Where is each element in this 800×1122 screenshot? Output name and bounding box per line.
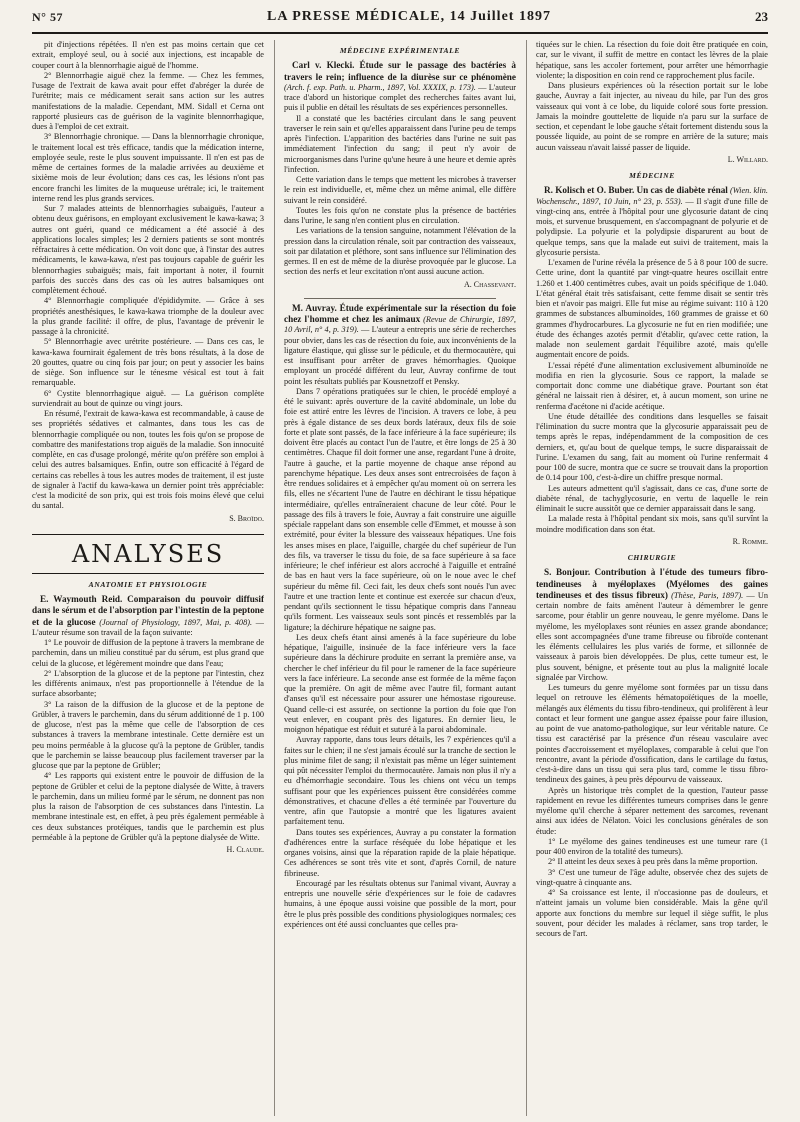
entry-citation: (Wien. klin. Wochenschr., 1897, 10 Juin, n° 23, p. 553). bbox=[536, 186, 768, 206]
paragraph: 1° Le pouvoir de diffusion de la peptone à travers la membrane de parchemin, dans un milieu constitué par du sérum, est plus grand que celui de la glucose, et légèrement moindre que dans l'eau; bbox=[32, 638, 264, 668]
paragraph: Auvray rapporte, dans tous leurs détails, les 7 expériences qu'il a faites sur le chien; il ne s'est jamais écoulé sur la tranche de section le plus minime filet de sang; il n'existait pas même un léger suintement qui pût nécessiter l'emploi du thermocautère. Jamais non plus il n'y a eu d'hémorrhagie secondaire. Tous les chiens ont vécu un temps suffisant pour que les expériences puissent être considérées comme démonstratives, et chacune d'elles a été terminée par l'ouverture du ventre, afin que l'autopsie a montré que les ligatures avaient parfaitement tenu. bbox=[284, 735, 516, 827]
entry-citation: (Journal of Physiology, 1897, Mai, p. 408). bbox=[99, 617, 253, 627]
entry-lead: — L'auteur a entrepris une série de recherches pour obvier, dans les cas de résection du foie, aux inconvénients de la ligature élastique, qui glisse sur le pédicule, et du thermocautère, qui est insuffisant pour arrêter de graves hémorrhagies. Quoique employant un procédé différent du leur, Auvray confirme de tout point les résultats publiés par Kousnetzoff et Pensky. bbox=[284, 325, 516, 386]
paragraph: pit d'injections répétées. Il n'en est pas moins certain que cet extrait, employé seul, ou à socié aux injections, est incapable de couper court à la blennorrhagie aiguë de l'homme. bbox=[32, 40, 264, 70]
paragraph: 6° Cystite blennorrhagique aiguë. — La guérison complète surviendrait au bout de quinze ou vingt jours. bbox=[32, 388, 264, 408]
paragraph: L'essai répété d'une alimentation exclusivement albuminoïde ne modifia en rien la glycosurie. Sous ce rapport, la malade se comportait donc comme une diabétique grave. Pourtant son état général ne laissait rien à désirer, et, à aucun moment, son urine ne renferma d'acétone ni d'acide acétique. bbox=[536, 360, 768, 411]
page-number: 23 bbox=[755, 9, 768, 24]
entry-lead: — L'auteur trace d'abord un historique complet des recherches faites avant lui, puis il publie en détail les résultats de ses expériences personnelles. bbox=[284, 82, 516, 113]
paragraph: Encouragé par les résultats obtenus sur l'animal vivant, Auvray a entrepris une nouvelle série d'expériences sur le foie de cadavres humains, à une époque aussi voisine que possible de la mort, pour être le plus près possible des conditions physiologiques normales; ces expériences ont été aussi concluantes que celles pra- bbox=[284, 878, 516, 929]
paragraph: 4° Sa croissance est lente, il n'occasionne pas de douleurs, et n'atteint jamais un volume bien considérable. Mais la gêne qu'il apporte aux fonctions du membre sur lequel il siège suffit, le plus souvent, pour décider les malades à réclamer, sans trop tarder, le secours de l'art. bbox=[536, 888, 768, 938]
analysis-entry bbox=[284, 303, 516, 387]
entry-signature: A. Chassevant. bbox=[463, 279, 516, 289]
entry-author: R. Kolisch et O. Buber. bbox=[544, 185, 635, 196]
paragraph: Les deux chefs étant ainsi amenés à la face supérieure du lobe hépatique, l'aiguille, insinuée de la face inférieure vers la face supérieure dans la déchirure produite en serrant la première anse, va chercher le chef inférieur du fil pour le ramener de la face supérieure vers la face inférieure. La seconde anse est formée de la même façon que la première. On agit de même avec l'autre fil, formant autant d'anses qu'il est nécessaire pour assurer une hémostase rigoureuse. Quand celle-ci est assurée, on sectionne la portion du foie que l'on veut enlever, en coupant près des ligatures. En dernier lieu, le moignon hépatique est réduit et suturé à la paroi abdominale. bbox=[284, 632, 516, 734]
column-1 bbox=[32, 40, 264, 1116]
column-3 bbox=[526, 40, 768, 1116]
entry-title: Contribution à l'étude des tumeurs fibro-tendineuses à myéloplaxes (Myélomes des gaines tendineuses et des tissus fibreux) bbox=[536, 567, 768, 600]
paragraph: Une étude détaillée des conditions dans lesquelles se faisait l'élimination du sucre montra que la glycosurie apparaissait peu de temps après le repas, indépendamment de la composition de ces derniers, et, qu'au bout de quelque temps, le sucre disparaissait de l'urine. L'examen du sang, fait au moment où l'urine renfermait 4 pour 100 de sucre, montra que ce sucre se trouvait dans la proportion de 0.14 pour 100, c'est-à-dire un chiffre presque normal. bbox=[536, 411, 768, 483]
entry-citation: (Revue de Chirurgie, 1897, 10 Avril, n° 4, p. 319). bbox=[284, 315, 516, 335]
entry-lead: — Un certain nombre de faits amènent l'auteur à démembrer le genre sarcome, pour établir un genre nouveau, le genre myélome. Dans le myélome, les myéloplaxes sont réunies en assez grande abondance; elles sont accompagnées d'une trame fibreuse ou fibroïde contenant les éléments cellulaires les plus variés de forme, et sillonnée de vaisseaux à parois bien développées. De plus, cette tumeur est, le plus souvent, bénigne, et présente tout au plus la malignité locale signalée par Virchow. bbox=[536, 590, 768, 682]
analysis-entry bbox=[536, 567, 768, 683]
column-2 bbox=[274, 40, 516, 1116]
paragraph: 1° Le myélome des gaines tendineuses est une tumeur rare (1 pour 400 environ de la totalité des tumeurs). bbox=[536, 836, 768, 856]
entry-citation: (Thèse, Paris, 1897). bbox=[671, 590, 744, 600]
columns bbox=[32, 40, 768, 1116]
analyses-title: ANALYSES bbox=[32, 534, 264, 574]
journal-title: LA PRESSE MÉDICALE, 14 Juillet 1897 bbox=[267, 9, 551, 24]
entry-title: Étude expérimentale sur la résection du foie chez l'homme et chez les animaux bbox=[284, 302, 516, 324]
analysis-entry bbox=[284, 60, 516, 113]
paragraph: La malade resta à l'hôpital pendant six mois, sans qu'il survînt la moindre modification dans son état. bbox=[536, 514, 768, 534]
entry-signature: H. Claude. bbox=[226, 845, 264, 854]
paragraph: 2° Il atteint les deux sexes à peu près dans la même proportion. bbox=[548, 857, 758, 867]
paragraph: Dans toutes ses expériences, Auvray a pu constater la formation d'adhérences entre la surface réséquée du lobe hépatique et les organes voisins, ainsi que la réparation rapide de la plaie hépatique. Ces adhérences se sont très vite et sont, d'après Cornil, de nature fibrineuse. bbox=[284, 827, 516, 878]
section-heading: MÉDECINE bbox=[629, 171, 675, 180]
paragraph: Toutes les fois qu'on ne constate plus la présence de bactéries dans l'urine, le sang n'en contient plus en circulation. bbox=[284, 205, 516, 225]
paragraph: 3° Blennorrhagie chronique. — Dans la blennorrhagie chronique, le traitement local est très efficace, tandis que la médication interne, employée seule, reste le plus souvent impuissante. Il n'en est pas de même de certaines formes de la maladie arrivées au deuxième et sixième mois de leur évolution; dans ces cas, les lésions n'ont pas encore franchi les limites de la muqueuse urétrale; ici, le traitement interne rend les plus grands services. bbox=[32, 132, 264, 203]
paragraph: Cette variation dans le temps que mettent les microbes à traverser le rein est individuelle, et, même chez un même animal, elle diffère suivant le rein considéré. bbox=[284, 175, 516, 205]
paragraph: 3° La raison de la diffusion de la glucose et de la peptone de Grübler, à travers le parchemin, dans du sérum additionné de 1 p. 100 de glucose, n'est pas la même que celle de l'absorption de ces substances à travers la membrane intestinale. Cette dernière est un peu moins perméable à la glucose qu'à la peptone de Grübler, tandis que le parchemin se laisse beaucoup plus facilement traverser par la glucose que par la peptone de Grübler; bbox=[32, 699, 264, 770]
entry-citation: (Arch. f. exp. Path. u. Pharm., 1897, Vol. XXXIX, p. 173). bbox=[284, 82, 476, 92]
entry-title: Un cas de diabète rénal bbox=[636, 185, 728, 196]
paragraph: Les tumeurs du genre myélome sont formées par un tissu dans lequel on retrouve les éléments hématopoïétiques de la moelle, mélangés aux éléments du tissu fibro-tendineux, qui prolifèrent à leur contact et leur forment une gangue assez épaisse pour faire illusion, au point de vue anatomo-pathologique, sur leur véritable nature. Ce tissu est caractérisé par la présence d'un réseau vasculaire avec pointes d'accroissement et myéloplaxes, comparable à celui que l'on rencontre, avant la période d'ossification, dans le cartilage du fœtus, c'est-à-dire dans un tissu qui sera plus tard, comme le tissu fibro-tendineux des gaines, à peu près dépourvu de vaisseaux. bbox=[536, 683, 768, 785]
paragraph: Après un historique très complet de la question, l'auteur passe rapidement en revue les différentes tumeurs comprises dans le genre myélome qu'il cherche à séparer nettement des sarcomes, revenant ainsi aux idées de Nélaton. Voici les conclusions générales de son étude: bbox=[536, 785, 768, 836]
entry-author: S. Bonjour. bbox=[544, 567, 591, 578]
paragraph: 2° Blennorrhagie aiguë chez la femme. — Chez les femmes, l'usage de l'extrait de kawa avait pour effet d'abréger la durée de l'urétrite; mais ce médicament serait sans action sur les autres manifestations de la maladie. Cependant, MM. Sidall et Cerna ont rapporté plusieurs cas de guérison de la vaginite blennorrhagique, dues à l'emploi de cet extrait. bbox=[32, 70, 264, 131]
paragraph: Il a constaté que les bactéries circulant dans le sang peuvent traverser le rein sain et qu'elles apparaissent dans l'urine peu de temps après l'infection. L'apparition des bactéries dans l'urine ne suit pas immédiatement l'infection du sang; il peut n'y avoir de microorganismes dans l'urine qu'une heure à une heure et demie après l'infection. bbox=[284, 113, 516, 174]
paragraph: 5° Blennorrhagie avec urétrite postérieure. — Dans ces cas, le kawa-kawa fournirait également de très bons résultats, à la dose de 20 gouttes, quatre ou cinq fois par jour; on peut y associer les bains de siège. Son influence sur le ténesme vésical est tout à fait remarquable. bbox=[32, 337, 264, 388]
section-heading: ANATOMIE ET PHYSIOLOGIE bbox=[88, 579, 208, 589]
analysis-entry bbox=[536, 185, 768, 258]
entry-signature: R. Romme. bbox=[732, 536, 768, 546]
issue-number: N° 57 bbox=[32, 9, 63, 24]
paragraph: tiquées sur le chien. La résection du foie doit être pratiquée en coin, car, sur le vivant, il suffit de mettre en contact les lèvres de la plaie hépatique, sans les accoler fortement, pour arrêter une hémorrhagie violente; la disposition en coin rend ce rapprochement plus facile. bbox=[536, 40, 768, 80]
entry-author: E. Waymouth Reid. bbox=[40, 594, 123, 604]
paragraph: 4° Les rapports qui existent entre le pouvoir de diffusion de la peptone de Grübler et celui de la peptone dialysée de Witte, à travers le parchemin, dans un milieu formé par le sérum, ne donnent pas non plus la raison de l'absorption de ces substances dans l'intestin. La membrane intestinale est, en effet, à peu près également perméable à ces deux substances protéiques, tandis que le parchemin est plus perméable à la peptone de Grübler qu'à la peptone dialysée de Witte. bbox=[32, 771, 264, 842]
page-header bbox=[32, 2, 768, 34]
entry-title: Étude sur le passage des bactéries à travers le rein; influence de la diurèse sur ce phénomène bbox=[284, 60, 516, 82]
paragraph: Les variations de la tension sanguine, notamment l'élévation de la pression dans la circulation rénale, soit par contraction des vaisseaux, soit par dilatation et pléthore, sont sans influence sur l'élimination des germes. Il en est de même de la diurèse provoquée par le glucose. La section des nerfs et leur excitation n'ont aussi aucune action. bbox=[284, 226, 516, 277]
entry-author: Carl v. Klecki. bbox=[292, 60, 355, 71]
divider bbox=[304, 298, 496, 299]
paragraph: Dans 7 opérations pratiquées sur le chien, le procédé employé a été le suivant: après ouverture de la cavité abdominale, un lobe du foie est attiré entre les lèvres de l'incision. A travers ce lobe, à peu près à égale distance de ses deux bords latéraux, deux fils de soie forte et plate sont passés, de la face inférieure à la face supérieure; ils doivent être placés au contact l'un de l'autre, et être longs de 25 à 30 centimètres. Chaque fil doit former une anse, regardant l'une à droite, l'autre à gauche, et la partie moyenne de chaque anse répond au parenchyme hépatique. Les deux anses sont entrecroisées de façon à être rendues solidaires et à empêcher qu'au moment où on serrera les fils, elles ne s'écartent l'une de l'autre en déchirant le tissu hépatique intermédiaire, qu'elles entraîneraient chacune de leur côté. Pour le passage des fils à travers le foie, Auvray a fait construire une aiguille spéciale rappelant dans son ensemble celle d'Emmet, et mousse à son extrémité, pour éviter la blessure des vaisseaux hépatiques. Une fois les anses mises en place, l'aiguille, chargée du chef supérieur de l'un des fils, va traverser le tissu du foie, de sa face supérieure à sa face inférieure; le chef inférieur est alors accroché à l'aiguille et entraîné de bas en haut vers la face supérieure, où on le noue avec le chef supérieur du même fil. Ceci fait, les deux chefs sont noués l'un avec l'autre et une traction lente et continue est exercée sur chacun d'eux, pendant qu'ils sectionnent le tissu hépatique compris dans l'anneau qu'ils forment. Les vaisseaux seuls sont pincés et ressemblés par la ligature; la déchirure hépatique ne saigne pas. bbox=[284, 386, 516, 632]
section-heading: MÉDECINE EXPÉRIMENTALE bbox=[339, 46, 461, 55]
paragraph: 2° L'absorption de la glucose et de la peptone par l'intestin, chez les différents animaux, n'est pas proportionnelle à l'étendue de la surface absorbante; bbox=[32, 668, 264, 699]
entry-author: M. Auvray. bbox=[292, 302, 337, 313]
section-heading: CHIRURGIE bbox=[627, 553, 677, 562]
entry-lead: — L'auteur résume son travail de la façon suivante: bbox=[32, 617, 264, 637]
paragraph: Sur 7 malades atteints de blennorrhagies subaiguës, l'auteur a obtenu deux guérisons, en employant exclusivement le kawa-kawa; 3 autres ont guéri, quand ce médicament a été associé à des applications locales simples; les 2 derniers patients se sont montrés réfractaires à cette médication. On voit donc que, à l'instar des autres médicaments, le kawa-kawa, n'est pas toujours capable de guérir les blennorrhagies subaiguës; mais, fait important à noter, il fournit parfois des succès dans des cas où les autres balsamiques ont complètement échoué. bbox=[32, 204, 264, 295]
paragraph: 3° C'est une tumeur de l'âge adulte, observée chez des sujets de vingt-quatre à cinquante ans. bbox=[536, 867, 768, 887]
entry-title: Comparaison du pouvoir diffusif dans le sérum et de l'absorption par l'intestin de la peptone et de la glucose bbox=[32, 594, 264, 627]
entry-lead: — Il s'agit d'une fille de vingt-cinq ans, entrée à l'hôpital pour une glycosurie datant de cinq mois, et survenue brusquement, en s'accompagnant de polyurie et de polydipsie. La polyurie et la polydipsie disparurent au bout de quelque temps, sans que la malade eut suivi de traitement, mais la glycosurie persista. bbox=[536, 196, 768, 257]
entry-signature: L. Willard. bbox=[727, 154, 768, 164]
paragraph: L'examen de l'urine révéla la présence de 5 à 8 pour 100 de sucre. Cette urine, dont la quantité par vingt-quatre heures oscillait entre 1.260 et 1.400 centimètres cubes, avait un poids spécifique de 1.040. L'état général était très satisfaisant, cette femme disait se sentir très bien et n'avoir pas maigri. Elle fut mise au régime suivant: 110 à 120 grammes de substances albuminoïdes, 160 grammes de graisse et 60 grammes d'hydrocarbures. La glycosurie ne fut en rien modifiée; une étude des échanges azotés permit d'établir, qu'avec cette ration, la malade non seulement gardait l'équilibre azoté, mais qu'elle augmentait encore de poids. bbox=[536, 258, 768, 360]
paragraph: 4° Blennorrhagie compliquée d'épididymite. — Grâce à ses propriétés anesthésiques, le kawa-kawa triomphe de la douleur avec la plus grande facilité: il offre, de plus, l'avantage de prévenir le passage à la chronicité. bbox=[32, 296, 264, 336]
analysis-entry bbox=[32, 594, 264, 638]
paragraph: Les auteurs admettent qu'il s'agissait, dans ce cas, d'une sorte de diabète rénal, de tachyglycosurie, en vertu de laquelle le rein éliminait le sucre aussitôt que ce dernier apparaissait dans le sang. bbox=[536, 483, 768, 513]
paragraph: Dans plusieurs expériences où la résection portait sur le lobe gauche, Auvray a fait injecter, au niveau du hile, par l'un des gros vaisseaux qui vont à ce lobe, du liquide coloré sous forte pression. Jamais la moindre gouttelette de liquide n'a paru sur la surface de section, et cependant le lobe gauche s'était fortement distendu sous la poussée liquide, au point de se rompre en arrière de la suture; mais aucun vaisseau n'avait laissé passer de liquide. bbox=[536, 81, 768, 152]
article-signature: S. Broïdo. bbox=[229, 513, 264, 523]
paragraph: En résumé, l'extrait de kawa-kawa est recommandable, à cause de ses propriétés sédatives et calmantes, dans tous les cas de blennorrhagie compliquée ou non, toutes les fois qu'on se propose de combattre des manifestations trop aiguës de la maladie. Son innocuité complète, en cas d'usage prolongé, mérite qu'on préfère son emploi à celui des autres balsamiques. Enfin, outre son efficacité à l'égard de certains cas rebelles à tous les autres modes de traitement, il est juste de signaler à l'actif du kawa-kawa un dernier point très appréciable: c'est la modicité de son prix, qui est trois fois moins élevé que celui du santal. bbox=[32, 409, 264, 511]
